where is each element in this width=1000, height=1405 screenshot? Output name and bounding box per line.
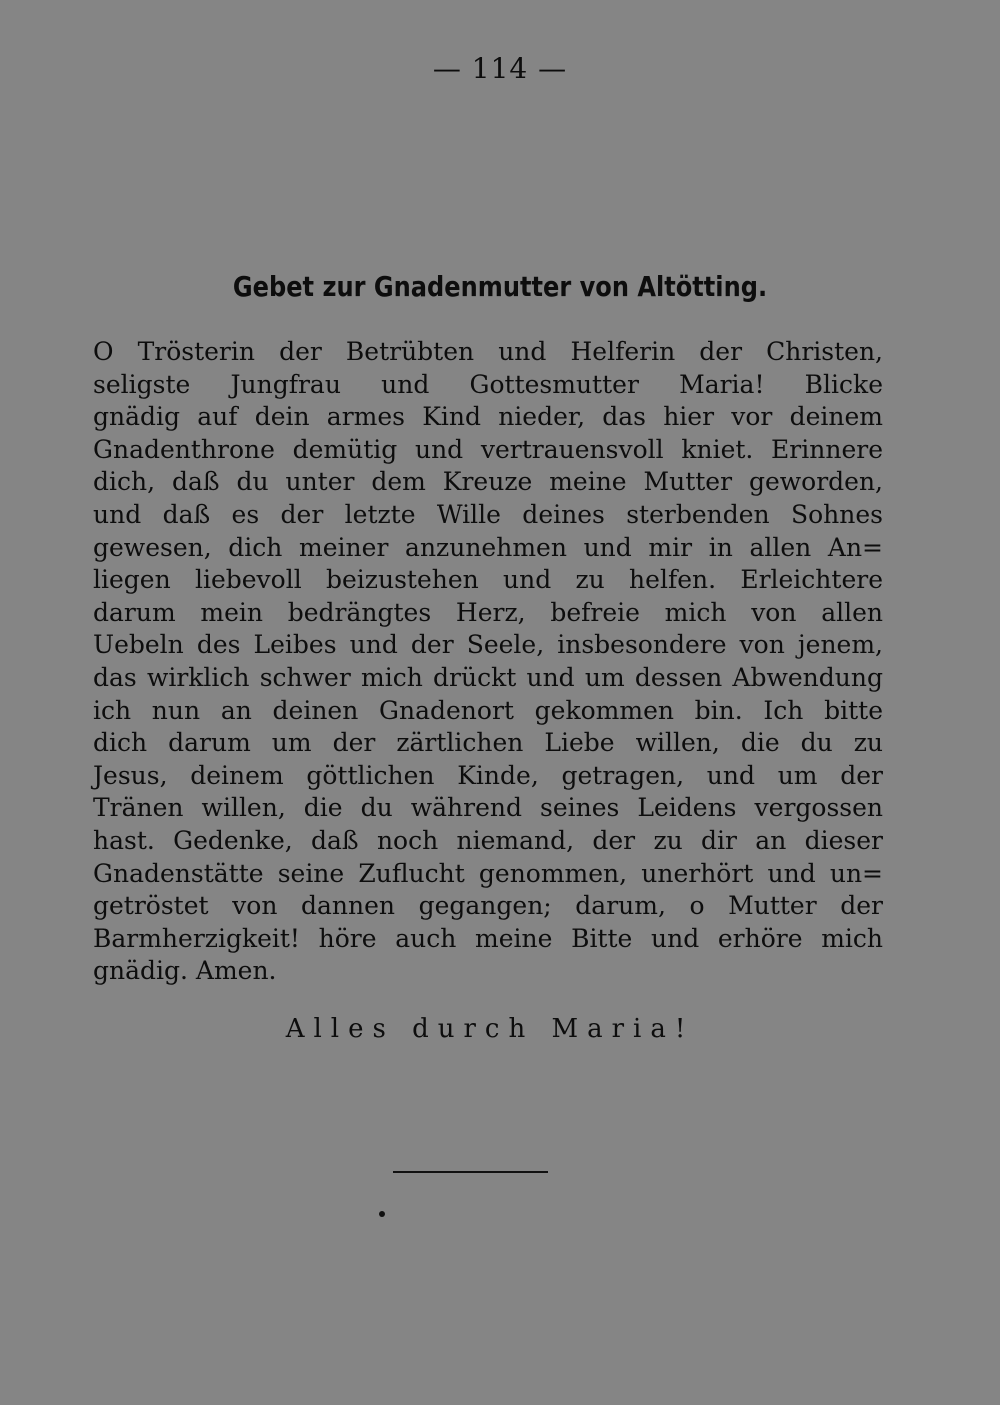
prayer-line: O Trösterin der Betrübten und Helferin der Christen,: [93, 337, 883, 366]
prayer-line: ich nun an deinen Gnadenort gekommen bin. Ich bitte: [93, 695, 883, 725]
prayer-line: liegen liebevoll beizustehen und zu helfen. Erleichtere: [93, 565, 883, 595]
prayer-line: dich darum um der zärtlichen Liebe willen, die du zu: [93, 728, 883, 758]
prayer-line: Jesus, deinem göttlichen Kinde, getragen, und um der: [93, 760, 883, 790]
prayer-line: und daß es der letzte Wille deines sterbenden Sohnes: [93, 499, 883, 529]
prayer-text: [93, 336, 883, 988]
ink-dot: [379, 1211, 385, 1217]
prayer-line: gnädig. Amen.: [93, 956, 277, 986]
prayer-line: seligste Jungfrau und Gottesmutter Maria! Blicke: [93, 369, 883, 399]
prayer-line: Barmherzigkeit! höre auch meine Bitte und erhöre mich: [93, 923, 883, 953]
prayer-line: das wirklich schwer mich drückt und um dessen Abwendung: [93, 662, 883, 692]
page-number: — 114 —: [432, 52, 568, 85]
prayer-line: Tränen willen, die du während seines Leidens vergossen: [93, 793, 883, 823]
prayer-line: hast. Gedenke, daß noch niemand, der zu dir an dieser: [93, 825, 883, 855]
prayer-line: Uebeln des Leibes und der Seele, insbesondere von jenem,: [93, 630, 883, 660]
prayer-title: Gebet zur Gnadenmutter von Altötting.: [232, 270, 768, 303]
prayer-line: gewesen, dich meiner anzunehmen und mir in allen An=: [93, 532, 883, 562]
closing-motto: Alles durch Maria!: [285, 1014, 695, 1044]
prayer-line: getröstet von dannen gegangen; darum, o Mutter der: [93, 891, 883, 921]
divider-rule: [393, 1171, 548, 1173]
prayer-line: gnädig auf dein armes Kind nieder, das hier vor deinem: [93, 402, 883, 432]
prayer-line: dich, daß du unter dem Kreuze meine Mutter geworden,: [93, 467, 883, 497]
prayer-line: Gnadenstätte seine Zuflucht genommen, unerhört und un=: [93, 858, 883, 888]
prayer-line: Gnadenthrone demütig und vertrauensvoll kniet. Erinnere: [93, 434, 883, 464]
prayer-line: darum mein bedrängtes Herz, befreie mich von allen: [93, 597, 883, 627]
